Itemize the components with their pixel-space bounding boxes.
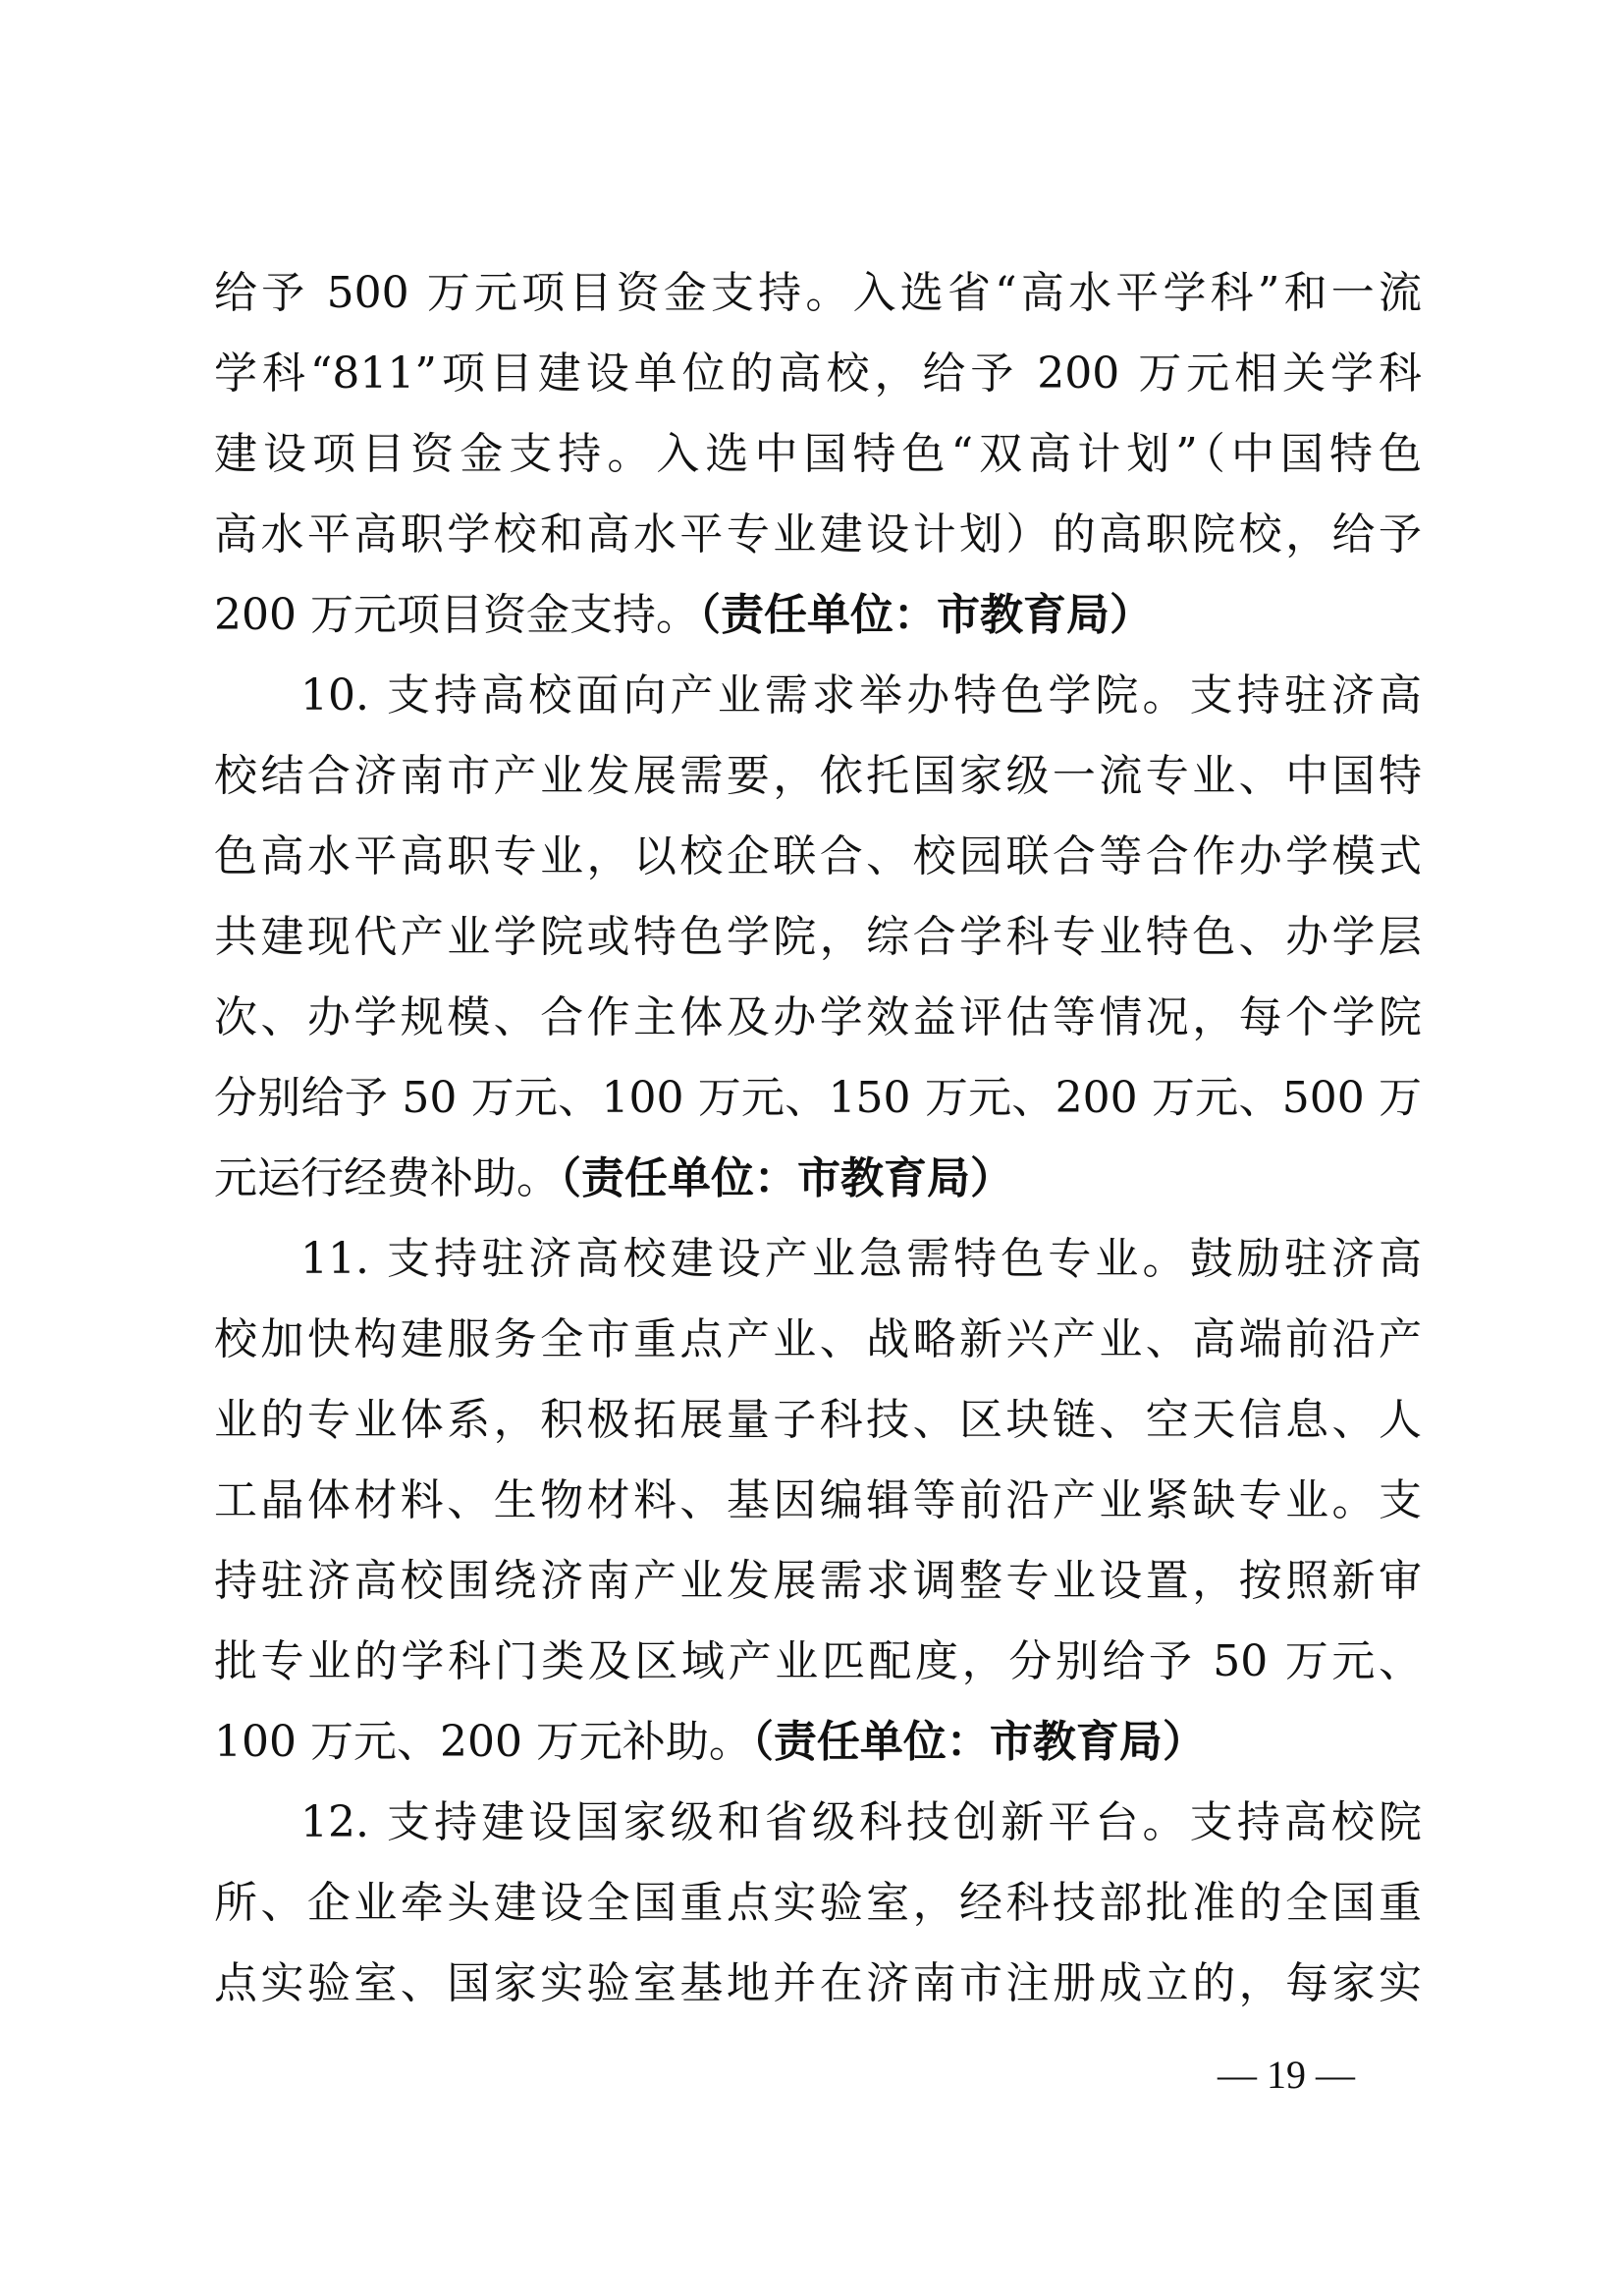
- text-line-7: 校结合济南市产业发展需要，依托国家级一流专业、中国特: [214, 751, 1422, 801]
- text-line-18: 批专业的学科门类及区域产业匹配度，分别给予 50 万元、: [214, 1636, 1422, 1686]
- page-number: — 19 —: [1218, 2053, 1355, 2097]
- text-line-20: 12. 支持建设国家级和省级科技创新平台。支持高校院: [300, 1797, 1422, 1847]
- text-line-10: 次、办学规模、合作主体及办学效益评估等情况，每个学院: [214, 992, 1422, 1042]
- responsible-unit: （责任单位：市教育局）: [751, 1717, 1206, 1767]
- text-line-16: 工晶体材料、生物材料、基因编辑等前沿产业紧缺专业。支: [214, 1475, 1422, 1525]
- text-line-2: 学科“811”项目建设单位的高校，给予 200 万元相关学科: [214, 348, 1422, 399]
- text-line-9: 共建现代产业学院或特色学院，综合学科专业特色、办学层: [214, 912, 1422, 962]
- text-line-15: 业的专业体系，积极拓展量子科技、区块链、空天信息、人: [214, 1395, 1422, 1445]
- text-line-19: 100 万元、200 万元补助。（责任单位：市教育局）: [214, 1717, 1206, 1767]
- text-line-5: 200 万元项目资金支持。（责任单位：市教育局）: [214, 590, 1153, 640]
- text-line-11: 分别给予 50 万元、100 万元、150 万元、200 万元、500 万: [214, 1073, 1422, 1123]
- text-line-17: 持驻济高校围绕济南产业发展需求调整专业设置，按照新审: [214, 1556, 1422, 1606]
- responsible-unit: （责任单位：市教育局）: [698, 590, 1153, 640]
- text-line-13: 11. 支持驻济高校建设产业急需特色专业。鼓励驻济高: [300, 1234, 1422, 1284]
- text-line-22: 点实验室、国家实验室基地并在济南市注册成立的，每家实: [214, 1958, 1422, 2008]
- responsible-unit: （责任单位：市教育局）: [560, 1153, 1013, 1203]
- text-line-4: 高水平高职学校和高水平专业建设计划）的高职院校，给予: [214, 509, 1422, 560]
- text-line-3: 建设项目资金支持。入选中国特色“双高计划”（中国特色: [214, 429, 1422, 479]
- text-line-12: 元运行经费补助。（责任单位：市教育局）: [214, 1153, 1013, 1203]
- text-line-14: 校加快构建服务全市重点产业、战略新兴产业、高端前沿产: [214, 1314, 1422, 1364]
- text-line-8: 色高水平高职专业，以校企联合、校园联合等合作办学模式: [214, 831, 1422, 881]
- text-line-6: 10. 支持高校面向产业需求举办特色学院。支持驻济高: [300, 670, 1422, 721]
- text-line-1: 给予 500 万元项目资金支持。入选省“高水平学科”和一流: [214, 268, 1422, 318]
- text-line-21: 所、企业牵头建设全国重点实验室，经科技部批准的全国重: [214, 1878, 1422, 1928]
- document-body: [214, 253, 1422, 2024]
